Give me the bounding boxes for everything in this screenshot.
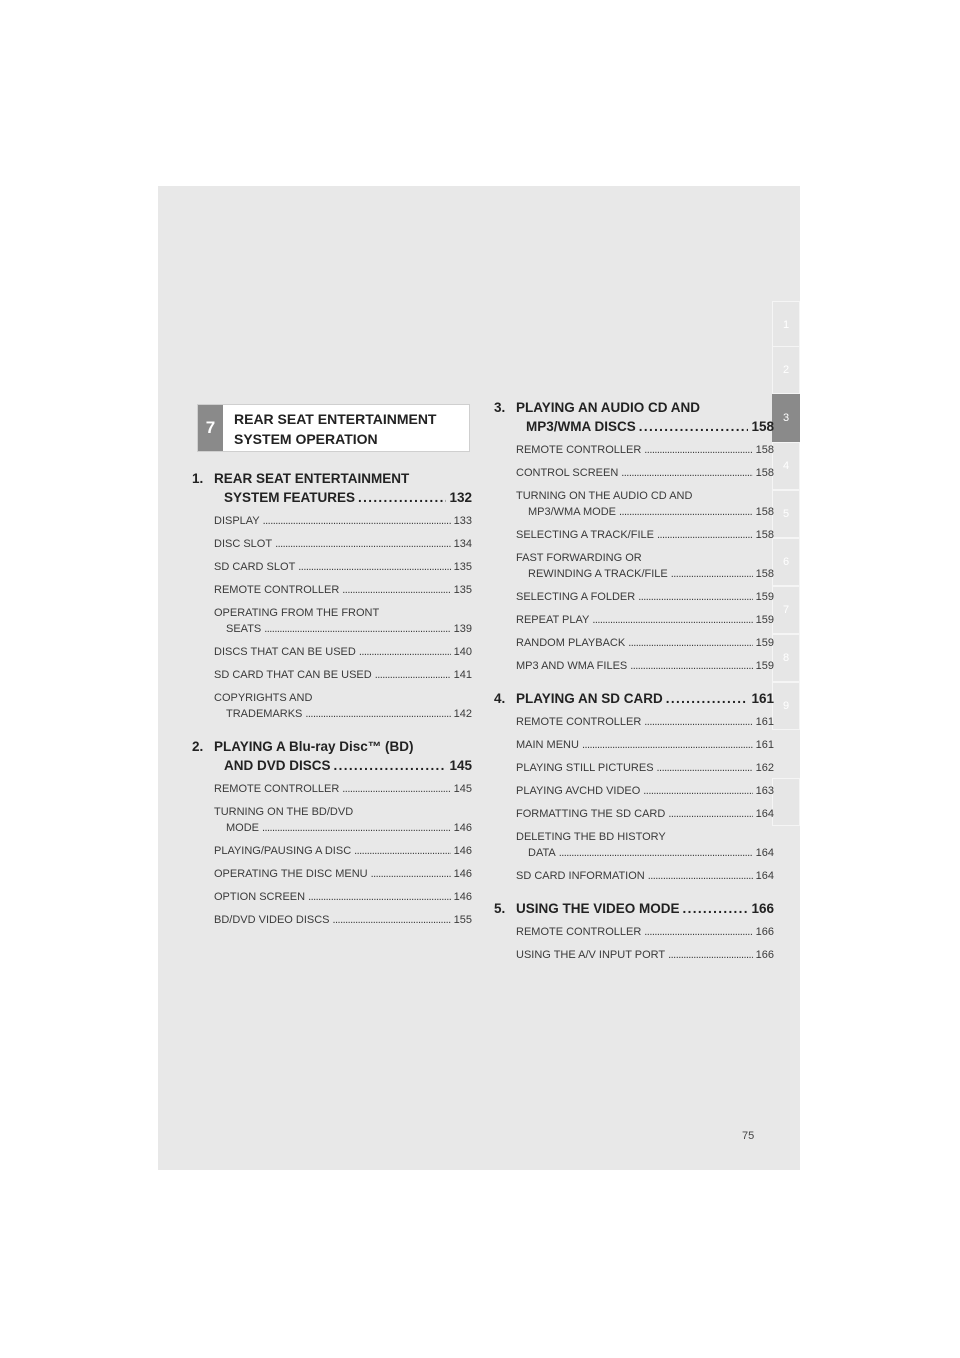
toc-item[interactable] — [214, 513, 472, 529]
section-heading[interactable] — [192, 469, 472, 507]
section-title-row — [494, 899, 774, 918]
dot-leader — [358, 488, 446, 507]
section-heading[interactable] — [494, 689, 774, 708]
dot-leader — [354, 843, 451, 859]
toc-item[interactable] — [516, 714, 774, 730]
toc-item-row — [516, 868, 774, 884]
toc-item[interactable] — [516, 442, 774, 458]
toc-item-text: MP3 AND WMA FILES — [516, 660, 628, 672]
chapter-tab-8[interactable]: 8 — [772, 634, 800, 682]
chapter-title — [234, 409, 436, 449]
toc-right-column — [494, 398, 774, 978]
toc-item-page: 146 — [453, 845, 472, 857]
toc-item-text: OPTION SCREEN — [214, 891, 306, 903]
toc-item-text: MODE — [226, 822, 259, 834]
dot-leader — [298, 559, 450, 575]
chapter-tab-1[interactable]: 1 — [772, 301, 800, 349]
toc-item-page: 145 — [453, 783, 472, 795]
toc-item[interactable] — [214, 559, 472, 575]
toc-item-row — [516, 737, 774, 753]
dot-leader — [643, 783, 752, 799]
chapter-tab-4[interactable]: 4 — [772, 442, 800, 490]
dot-leader — [644, 714, 752, 730]
dot-leader — [657, 527, 753, 543]
toc-item-page: 158 — [755, 568, 774, 580]
toc-item-row — [214, 536, 472, 552]
toc-item[interactable] — [516, 612, 774, 628]
toc-item-page: 158 — [755, 467, 774, 479]
chapter-title-line2: SYSTEM OPERATION — [234, 431, 378, 447]
toc-item-text: PLAYING/PAUSING A DISC — [214, 845, 352, 857]
toc-item-text: MP3/WMA MODE — [528, 506, 617, 518]
dot-leader — [639, 417, 749, 436]
toc-item-text: REMOTE CONTROLLER — [516, 716, 642, 728]
toc-item-page: 164 — [755, 870, 774, 882]
toc-left-column — [192, 469, 472, 943]
toc-item-line1: TURNING ON THE BD/DVD — [214, 806, 354, 818]
section-page: 166 — [751, 901, 774, 916]
dot-leader — [644, 924, 752, 940]
toc-item-row — [214, 644, 472, 660]
toc-item-text: DISCS THAT CAN BE USED — [214, 646, 356, 658]
toc-item-page: 159 — [755, 591, 774, 603]
dot-leader — [559, 845, 753, 861]
dot-leader — [668, 947, 752, 963]
toc-item[interactable] — [516, 868, 774, 884]
toc-item-text: SD CARD THAT CAN BE USED — [214, 669, 372, 681]
section-number: 2. — [192, 739, 204, 754]
dot-leader — [657, 760, 753, 776]
toc-item-row — [214, 843, 472, 859]
toc-item-text: USING THE A/V INPUT PORT — [516, 949, 666, 961]
dot-leader — [334, 756, 447, 775]
toc-item[interactable] — [516, 658, 774, 674]
toc-item-text: REMOTE CONTROLLER — [214, 584, 340, 596]
toc-item-row — [214, 889, 472, 905]
toc-item-text: SD CARD INFORMATION — [516, 870, 645, 882]
chapter-tab-6[interactable]: 6 — [772, 538, 800, 586]
toc-item-row — [516, 465, 774, 481]
toc-item-row — [516, 760, 774, 776]
section-title-line2-row — [192, 488, 472, 507]
section-spacer — [192, 935, 472, 943]
dot-leader — [264, 621, 450, 637]
dot-leader — [671, 566, 753, 582]
dot-leader — [628, 635, 752, 651]
toc-item-page: 166 — [755, 926, 774, 938]
toc-item-line1: FAST FORWARDING OR — [516, 552, 642, 564]
page-number: 75 — [742, 1130, 755, 1142]
dot-leader — [333, 912, 451, 928]
toc-item-row — [516, 442, 774, 458]
section-spacer — [494, 970, 774, 978]
section-heading[interactable] — [494, 398, 774, 436]
toc-item-line1: COPYRIGHTS AND — [214, 692, 313, 704]
toc-item-page: 164 — [755, 808, 774, 820]
toc-item[interactable] — [516, 947, 774, 963]
toc-item[interactable] — [516, 829, 774, 861]
toc-item[interactable] — [214, 843, 472, 859]
toc-item[interactable] — [214, 644, 472, 660]
toc-item[interactable] — [214, 804, 472, 836]
dot-leader — [262, 820, 451, 836]
toc-item-row — [214, 513, 472, 529]
section-title-line2: AND DVD DISCS — [224, 758, 331, 773]
section-title-row — [494, 689, 774, 708]
toc-item-line1: TURNING ON THE AUDIO CD AND — [516, 490, 693, 502]
toc-item-page: 146 — [453, 891, 472, 903]
toc-item-list — [516, 442, 774, 674]
dot-leader — [342, 582, 450, 598]
section-number: 3. — [494, 400, 506, 415]
chapter-tab-9[interactable]: 9 — [772, 682, 800, 730]
toc-item-text: REMOTE CONTROLLER — [214, 783, 340, 795]
toc-item[interactable] — [516, 924, 774, 940]
section-title: PLAYING AN SD CARD — [516, 691, 663, 706]
section-title-line2: MP3/WMA DISCS — [526, 419, 636, 434]
dot-leader — [592, 612, 752, 628]
dot-leader — [666, 689, 749, 708]
section-heading[interactable] — [192, 737, 472, 775]
dot-leader — [619, 504, 753, 520]
section-spacer — [192, 729, 472, 737]
toc-item[interactable] — [516, 783, 774, 799]
toc-item-row — [516, 806, 774, 822]
toc-item-text: PLAYING AVCHD VIDEO — [516, 785, 641, 797]
dot-leader — [648, 868, 753, 884]
section-title-line2-row — [494, 417, 774, 436]
chapter-tab-3[interactable]: 3 — [772, 394, 800, 442]
dot-leader — [644, 442, 752, 458]
toc-item-row — [214, 621, 472, 637]
toc-item-text: SELECTING A FOLDER — [516, 591, 636, 603]
section-title-line1: REAR SEAT ENTERTAINMENT — [214, 471, 410, 486]
toc-item-page: 133 — [453, 515, 472, 527]
toc-item[interactable] — [214, 889, 472, 905]
toc-item-row — [214, 820, 472, 836]
toc-item-page: 159 — [755, 614, 774, 626]
toc-item[interactable] — [214, 781, 472, 797]
toc-item-text: DISPLAY — [214, 515, 260, 527]
dot-leader — [308, 889, 451, 905]
toc-item-row — [214, 912, 472, 928]
toc-item-page: 146 — [453, 822, 472, 834]
chapter-tab-2[interactable]: 2 — [772, 346, 800, 394]
toc-item-row — [516, 947, 774, 963]
section-number: 4. — [494, 691, 506, 706]
section-page: 161 — [751, 691, 774, 706]
section-spacer — [494, 891, 774, 899]
chapter-number: 7 — [198, 405, 223, 451]
toc-item-row — [516, 714, 774, 730]
section-page: 132 — [449, 490, 472, 505]
dot-leader — [305, 706, 450, 722]
toc-item[interactable] — [214, 667, 472, 683]
chapter-tab-7[interactable]: 7 — [772, 586, 800, 634]
toc-item-text: REMOTE CONTROLLER — [516, 444, 642, 456]
toc-item[interactable] — [516, 806, 774, 822]
toc-item[interactable] — [214, 912, 472, 928]
toc-item-text: DATA — [528, 847, 556, 859]
toc-item[interactable] — [516, 465, 774, 481]
toc-item[interactable] — [516, 550, 774, 582]
toc-item[interactable] — [214, 690, 472, 722]
chapter-header — [197, 404, 470, 452]
toc-item-text: REPEAT PLAY — [516, 614, 590, 626]
toc-item-page: 139 — [453, 623, 472, 635]
toc-item-text: BD/DVD VIDEO DISCS — [214, 914, 330, 926]
toc-item-text: SELECTING A TRACK/FILE — [516, 529, 654, 541]
toc-item-row — [214, 559, 472, 575]
dot-leader — [275, 536, 451, 552]
dot-leader — [630, 658, 752, 674]
dot-leader — [668, 806, 752, 822]
toc-item-list — [214, 513, 472, 722]
toc-item-page: 164 — [755, 847, 774, 859]
toc-item-row — [214, 706, 472, 722]
toc-item-row — [516, 924, 774, 940]
toc-item-list — [516, 714, 774, 884]
toc-item-page: 158 — [755, 444, 774, 456]
toc-item-row — [214, 667, 472, 683]
toc-item-page: 166 — [755, 949, 774, 961]
toc-item[interactable] — [516, 737, 774, 753]
toc-item-page: 135 — [453, 561, 472, 573]
toc-item-text: REMOTE CONTROLLER — [516, 926, 642, 938]
toc-item-page: 159 — [755, 637, 774, 649]
section-heading[interactable] — [494, 899, 774, 918]
toc-item[interactable] — [516, 760, 774, 776]
dot-leader — [359, 644, 451, 660]
toc-item-row — [516, 635, 774, 651]
section-number: 5. — [494, 901, 506, 916]
toc-item[interactable] — [214, 605, 472, 637]
toc-item-text: MAIN MENU — [516, 739, 579, 751]
toc-item[interactable] — [214, 536, 472, 552]
section-title-line1: PLAYING A Blu-ray Disc™ (BD) — [214, 739, 414, 754]
toc-item-row — [516, 612, 774, 628]
toc-item[interactable] — [516, 635, 774, 651]
toc-item[interactable] — [214, 582, 472, 598]
toc-item-text: SEATS — [226, 623, 262, 635]
toc-item[interactable] — [214, 866, 472, 882]
toc-item-text: RANDOM PLAYBACK — [516, 637, 626, 649]
toc-item-line1: OPERATING FROM THE FRONT — [214, 607, 380, 619]
toc-item-text: REWINDING A TRACK/FILE — [528, 568, 668, 580]
toc-item-text: TRADEMARKS — [226, 708, 303, 720]
toc-item-page: 146 — [453, 868, 472, 880]
toc-item-row — [214, 781, 472, 797]
dot-leader — [638, 589, 752, 605]
dot-leader — [371, 866, 451, 882]
section-spacer — [494, 681, 774, 689]
dot-leader — [375, 667, 451, 683]
toc-item-page: 159 — [755, 660, 774, 672]
toc-item-page: 158 — [755, 506, 774, 518]
toc-item-page: 155 — [453, 914, 472, 926]
toc-item-list — [214, 781, 472, 928]
chapter-tab-empty — [772, 778, 800, 826]
dot-leader — [342, 781, 450, 797]
toc-item-text: OPERATING THE DISC MENU — [214, 868, 368, 880]
toc-item[interactable] — [516, 527, 774, 543]
dot-leader — [621, 465, 752, 481]
section-number: 1. — [192, 471, 204, 486]
section-page: 145 — [449, 758, 472, 773]
toc-item-row — [214, 582, 472, 598]
toc-item-line1: DELETING THE BD HISTORY — [516, 831, 666, 843]
chapter-tab-5[interactable]: 5 — [772, 490, 800, 538]
toc-item-page: 158 — [755, 529, 774, 541]
toc-item-row — [516, 845, 774, 861]
toc-item-row — [516, 658, 774, 674]
toc-item-page: 140 — [453, 646, 472, 658]
toc-item-page: 134 — [453, 538, 472, 550]
section-title-line2: SYSTEM FEATURES — [224, 490, 356, 505]
toc-item-text: SD CARD SLOT — [214, 561, 296, 573]
toc-item-row — [214, 866, 472, 882]
dot-leader — [263, 513, 451, 529]
toc-item-text: CONTROL SCREEN — [516, 467, 619, 479]
toc-item-row — [516, 589, 774, 605]
toc-item-page: 161 — [755, 716, 774, 728]
dot-leader — [582, 737, 753, 753]
toc-item-page: 163 — [755, 785, 774, 797]
toc-item-text: FORMATTING THE SD CARD — [516, 808, 666, 820]
toc-item-page: 135 — [453, 584, 472, 596]
section-title-line2-row — [192, 756, 472, 775]
dot-leader — [683, 899, 749, 918]
section-page: 158 — [751, 419, 774, 434]
toc-item-text: DISC SLOT — [214, 538, 273, 550]
toc-item-page: 161 — [755, 739, 774, 751]
toc-item[interactable] — [516, 488, 774, 520]
toc-item-page: 142 — [453, 708, 472, 720]
toc-item-list — [516, 924, 774, 963]
chapter-title-line1: REAR SEAT ENTERTAINMENT — [234, 411, 437, 427]
toc-item-row — [516, 504, 774, 520]
section-title-line1: PLAYING AN AUDIO CD AND — [516, 400, 701, 415]
toc-item[interactable] — [516, 589, 774, 605]
section-title: USING THE VIDEO MODE — [516, 901, 680, 916]
toc-item-row — [516, 527, 774, 543]
toc-item-page: 162 — [755, 762, 774, 774]
toc-item-text: PLAYING STILL PICTURES — [516, 762, 654, 774]
toc-item-row — [516, 566, 774, 582]
toc-item-row — [516, 783, 774, 799]
toc-item-page: 141 — [453, 669, 472, 681]
